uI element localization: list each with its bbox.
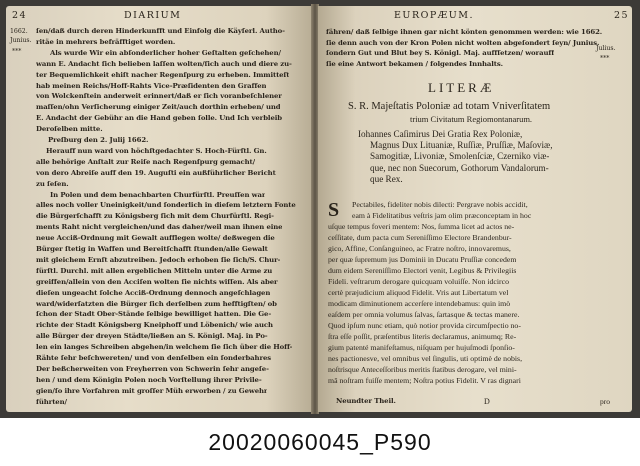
letter-body-line: gium patenté manifeſtamus, niſquam per hujuſmodi ſponſio-: [328, 343, 515, 352]
left-page-line: Deroſelben mitte.: [36, 125, 103, 134]
right-page-title: EUROPÆUM.: [394, 10, 475, 21]
letter-body-line: Quod ipſum nunc etiam, quò notior provida circumſpectio no-: [328, 321, 521, 330]
salutation-line: Iohannes Caſimirus Dei Gratia Rex Poloniæ,: [358, 130, 523, 139]
letter-heading: LITERÆ: [428, 80, 495, 95]
left-page-line: ſen/daß durch deren Hinderkunfft und Einfolg die Käyſerl. Autho-: [36, 27, 285, 35]
salutation-line: que Rex.: [370, 174, 403, 184]
left-page-line: fürſtl. Durchl. mit allen ergeblichen Mitteln unter die Arme zu: [36, 266, 273, 275]
left-page-line: von dero Abreiſe auff den 19. Auguſti ein außführlicher Bericht: [36, 168, 276, 177]
left-page-line: führten/: [36, 397, 67, 406]
left-page-line: wann E. Andacht ſich belieben laſſen wolten/ſich auch und diere zu-: [36, 59, 292, 68]
left-page-line: hen / und dem Königin Polen noch Vorſtellung ihrer Privile-: [36, 375, 262, 384]
left-page-line: ward/widerſatzten die Bürger ſich derſelben zum hefftigſten/ ob: [36, 299, 277, 308]
right-margin-ornament: ***: [600, 55, 610, 62]
letter-body-line: modicam diminutionem accerſere intendebamus: quin imò: [328, 299, 511, 308]
drop-cap-s: S: [328, 199, 340, 221]
left-running-head: [6, 10, 312, 24]
left-page-line: Preſburg den 2. Julij 1662.: [48, 136, 149, 144]
left-page-line: len ein langes Schreiben abgehen/in welchem ſie ſich über die Hoff-: [36, 343, 293, 352]
letter-body-line: Fideli. veſtrarum derogare quicquam voluiſſe. Non idcirco: [328, 277, 510, 286]
left-margin-year: 1662.: [10, 28, 28, 35]
left-page-line: ter Bequemlichkeit ehiſt nacher Regenſpurg zu erheben. Immitteſt: [36, 70, 290, 79]
right-intro-line: ſondern Gut und Blut bey S. Königl. Maj. auffſetzen/ worauff: [326, 49, 555, 58]
left-page-line: dieſen ungeacht ſolche Acciß-Ordnung dennoch angeſchlagen: [36, 288, 271, 297]
letter-body-line: Pectabiles, fideliter nobis dilecti: Pergrave nobis accidit,: [352, 200, 528, 209]
salutation-line: Magnus Dux Lituaniæ, Ruſſiæ, Pruſſiæ, Maſoviæ,: [370, 141, 553, 151]
left-page-line: Herauff nun ward von höchſtgedachter S. Hoch-Fürſtl. Gn.: [46, 146, 267, 155]
letter-body-line: mâ noſtram fuiſſe mentem; Noſtra potius Fidelit. V ras dignari: [328, 376, 521, 385]
left-page-line: die Bürgerſchafft zu Königsberg ſich mit dem Churfürſtl. Regi-: [36, 212, 274, 221]
left-page-line: greiffen/allein von den Acciſen wolten ſie nichts wiſſen. Als aber: [36, 277, 278, 286]
left-page-line: E. Andacht der Gebühr an die Hand geben ſolle. Und Ich verbleib: [36, 114, 282, 123]
left-page-line: richte der Stadt Königsberg Kneiphoff und Löbenich/ wie auch: [36, 321, 273, 330]
catchword-next: pro: [600, 397, 610, 406]
right-page-number: 25: [614, 10, 630, 21]
left-margin-month: Junius.: [10, 37, 32, 44]
left-page-line: gien/ſo ihre Vorfahren mit groſſer Müh erworben / zu Gewehr: [36, 386, 268, 395]
letter-body-line: noſtrisque Anteceſſoribus meritis ſtatibus derogare, vel mini-: [328, 365, 517, 374]
right-margin-month: Julius.: [596, 45, 616, 52]
letter-body-line: ceſſitate, dum pacta cum Sereniſſimo Electore Brandenbur-: [328, 233, 512, 242]
right-intro-line: fähren/ daß ſelbige ihnen gar nicht könten genommen werden: wie 1662.: [326, 28, 603, 36]
right-intro-line: ſie denn auch von der Kron Polen nicht wolten abgeſondert ſeyn/ Junius.: [326, 38, 600, 47]
left-page-number: 24: [12, 10, 28, 21]
left-page-line: alles noch voller Uneinigkeit/und ſonderlich in dieſem letztern Fonte: [36, 201, 296, 210]
letter-body-line: per quæ ſupremum jus Dominii in Ducatu Pruſſiæ concedem: [328, 255, 517, 264]
left-page-line: mit gleichem Ernſt abzutreiben. Jedoch erhoben ſie ſich/S. Chur-: [36, 255, 281, 264]
right-running-head: [318, 10, 632, 24]
left-page-line: hab meinen Reichs/Hoff-Rahts Vice-Præſidenten den Graffen: [36, 81, 267, 90]
left-page-line: alle behörige Anſtalt zur Reiſe nach Regenſpurg gemacht/: [36, 157, 256, 166]
letter-body-line: eaſdem per omnia volumus ſalvas, ſartasque & tectas manere.: [328, 310, 520, 319]
signature-mark: D: [484, 397, 490, 406]
left-page-title: DIARIUM: [124, 10, 182, 21]
left-page-line: ments Raht nicht vergleichen/und das daher/weil man ihnen eine: [36, 223, 283, 232]
salutation-line: que, nec non Suecorum, Gothorum Vandalorum-: [370, 163, 549, 173]
right-intro-line: ſie eine Antwort bekamen / folgendes Innhalts.: [326, 59, 503, 68]
left-page-line: In Polen und dem benachbarten Churfürſtl. Preuſſen war: [50, 190, 266, 199]
left-page-line: ritäe in mehrers befräfftiget worden.: [36, 37, 176, 46]
letter-body-line: gico, Affine, Conſanguineo, ac Fratre noſtro, innovaremus,: [328, 244, 511, 253]
left-page-line: ſchon der Stadt Ober-Stände ſelbige bewilliget hatten. Die Ge-: [36, 310, 272, 319]
left-page-line: zu ſeſen.: [36, 179, 69, 188]
catchword-volume: Neundter Theil.: [336, 397, 396, 405]
left-page: [6, 6, 312, 412]
left-page-line: Der beßcherweiten von Freyherren von Schwerin ſehr angeſe-: [36, 364, 269, 373]
letter-address-line-1: S. R. Majeſtatis Poloniæ ad totam Vniverſitatem: [348, 101, 551, 112]
letter-body-line: eam à Fidelitatibus veſtris jam olim præconceptam in hoc: [352, 211, 532, 220]
left-page-line: neue Acciß-Ordnung mit Gewalt aufflegen wolte/ deßwegen die: [36, 234, 275, 243]
letter-body-line: ſtra eſſe poſſit, præſentibus literis declaramus, animumq; Re-: [328, 332, 517, 341]
left-page-line: von Wolckenſtein anderweit erinnert/daß er ſich voranbeſchlener: [36, 92, 282, 101]
letter-body-line: certè præjudicium aliquod Fidelit. Vris aut Libertatum vel: [328, 288, 509, 297]
left-margin-ornament: ***: [12, 48, 22, 55]
letter-address-line-2: trium Civitatum Regiomontanarum.: [410, 114, 533, 124]
left-page-line: Rähte ſehr beſchwereten/ und von denſelben ein ſonderbahres: [36, 354, 272, 362]
image-caption: 20020060045_P590: [0, 418, 640, 466]
salutation-line: Samogitiæ, Livoniæ, Smolenſciæ, Czerniko viæ-: [370, 152, 550, 162]
left-page-line: Bürger ſtetig in Waffen und Bereitſchafft ſtunden/alle Gewalt: [36, 245, 268, 253]
right-page: [318, 6, 632, 412]
letter-body-line: nes pactionesve, vel omnibus vel ſingulis, uti optimè de nobis,: [328, 354, 523, 363]
letter-body-line: uſque tempus foveri mentem: Nos, ſumma licet ad actos ne-: [328, 222, 515, 231]
left-page-line: alle Bürger der dreyen Städte/ließen an S. Königl. Maj. in Po-: [36, 332, 268, 341]
left-page-line: maſſen/ohn Verſicherung einiger Zeit/auch dorthin erheben/ und: [36, 103, 281, 112]
letter-body-line: dum eidem Sereniſſimo Electori venit, Legibus & Privilegiis: [328, 266, 517, 275]
left-page-line: Als wurde Wir ein abſonderlicher hoher Geſtalten geſchehen/: [50, 48, 281, 57]
